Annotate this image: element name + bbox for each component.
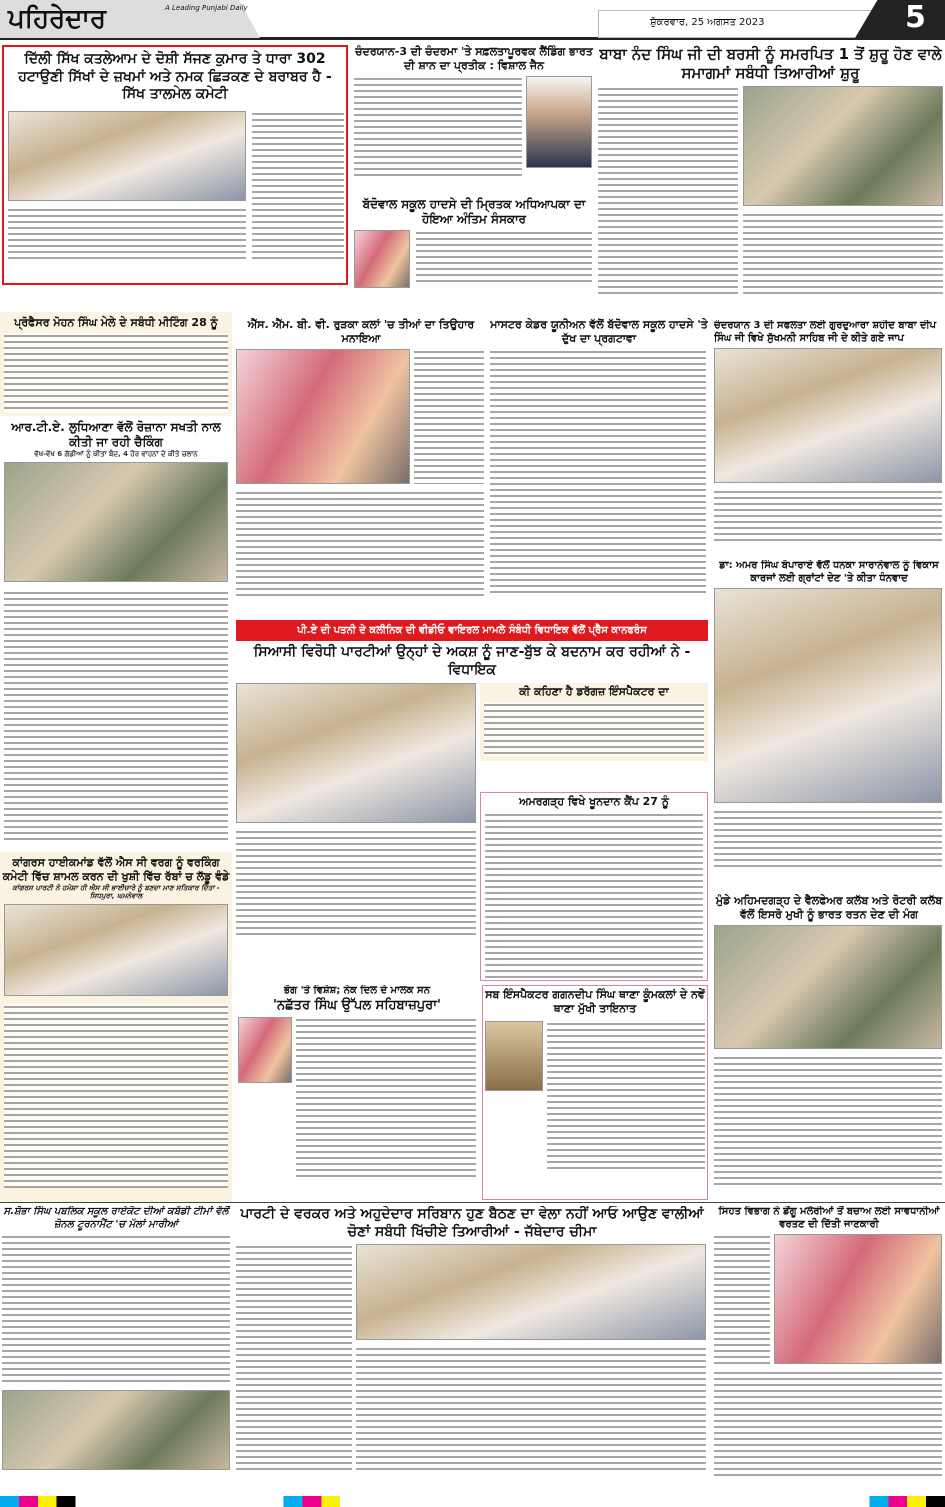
headline: ਮਾਸਟਰ ਕੇਡਰ ਯੂਨੀਅਨ ਵੱਲੋਂ ਬੱਦੋਵਾਲ ਸਕੂਲ ਹਾਦਸੇ 'ਤੇ ਦੁੱਖ ਦਾ ਪ੍ਰਗਟਾਵਾ [490,318,708,345]
photo-health-dept [774,1234,942,1364]
photo-ahmedgarh [714,925,942,1049]
photo-press-conference [236,683,476,823]
article-ahmedgarh-club [714,894,944,1200]
headline: ਐੱਸ. ਐੱਮ. ਬੀ. ਵੀ. ਰੁੜਕਾ ਕਲਾਂ 'ਚ ਤੀਆਂ ਦਾ ਤਿਉਹਾਰ ਮਨਾਇਆ [247,318,475,345]
box-drug-inspector [480,683,708,761]
page-number: 5 [905,0,926,35]
headline: ਪ੍ਰੋਫੈਸਰ ਮੋਹਨ ਸਿੰਘ ਮੇਲੇ ਦੇ ਸਬੰਧੀ ਮੀਟਿੰਗ 28 ਨੂੰ [14,316,218,329]
headline: ਦਿੱਲੀ ਸਿੱਖ ਕਤਲੇਆਮ ਦੇ ਦੋਸ਼ੀ ਸੱਜਣ ਕੁਮਾਰ ਤੇ ਧਾਰਾ 302 ਹਟਾਉਣੀ ਸਿੱਖਾਂ ਦੇ ਜ਼ਖਮਾਂ ਅਤੇ ਨਮਕ ਛਿੜਕਣ ਦੇ ਬਰਾਬਰ ਹੈ - ਸਿੱਖ ਤਾਲਮੇਲ ਕਮੇਟੀ [18,51,332,102]
banner-press-conference: ਪੀ.ਏ ਦੀ ਪਤਨੀ ਦੇ ਕਲੀਨਿਕ ਦੀ ਵੀਡੀਓ ਵਾਇਰਲ ਮਾਮਲੇ ਸੰਬੰਧੀ ਵਿਧਾਇਕ ਵੱਲੋਂ ਪ੍ਰੈੱਸ ਕਾਨਫਰੰਸ [236,620,708,641]
photo-nachhattar-singh [238,1017,292,1083]
headline: ਚੰਦਰਯਾਨ 3 ਦੀ ਸਫਲਤਾ ਲਈ ਗੁਰਦੁਆਰਾ ਸ਼ਹੀਦ ਬਾਬਾ ਦੀਪ ਸਿੰਘ ਜੀ ਵਿਖੇ ਸੁੱਖਮਨੀ ਸਾਹਿਬ ਜੀ ਦੇ ਕੀਤੇ ਗਏ ਜਾਪ [714,320,937,344]
masthead [0,0,945,40]
article-congress [0,852,232,1202]
article-bhog-nachhattar-singh [236,985,478,1200]
photo-gurdwara [714,348,942,483]
headline: ਚੰਦਰਯਾਨ-3 ਦੀ ਚੰਦਰਮਾ 'ਤੇ ਸਫ਼ਲਤਾਪੂਰਵਕ ਲੈਂਡਿੰਗ ਭਾਰਤ ਦੀ ਸ਼ਾਨ ਦਾ ਪ੍ਰਤੀਕ : ਵਿਸ਼ਾਲ ਜੈਨ [355,45,593,72]
photo-party-workers [356,1244,706,1340]
article-sajjan-kumar [2,45,348,285]
headline: ਕੀ ਕਹਿਣਾ ਹੈ ਡਰੱਗਜ਼ ਇੰਸਪੈਕਟਰ ਦਾ [519,685,669,698]
article-dr-amar-singh [714,560,944,890]
tagline: A Leading Punjabi Daily [165,4,248,12]
headline-name: 'ਨਛੱਤਰ ਸਿੰਘ ਉੱਪਲ ਸਹਿਬਾਜ਼ਪੁਰਾ' [273,997,441,1013]
photo-vishal-jain [526,76,592,168]
issue-date: ਸ਼ੁੱਕਰਵਾਰ, 25 ਅਗਸਤ 2023 [650,17,765,28]
headline: ਪਾਰਟੀ ਦੇ ਵਰਕਰ ਅਤੇ ਅਹੁਦੇਦਾਰ ਸਰਿਬਾਨ ਹੁਣ ਬੈਠਣ ਦਾ ਵੇਲਾ ਨਹੀਂ ਆਓ ਆਉਣ ਵਾਲੀਆਂ ਚੋਣਾਂ ਸਬੰਧੀ ਖਿੱਚੀਏ ਤਿਆਰੀਆਂ - ਜੱਥੇਦਾਰ ਚੀਮਾ [240,1206,704,1240]
article-chandrayaan-vishal-jain [354,45,594,195]
article-gurdwara-chandrayaan [714,320,944,555]
article-sobha-singh-school [0,1206,232,1494]
headline: ਸਿਹਤ ਵਿਭਾਗ ਨੇ ਡੇਂਗੂ ਮਲੇਰੀਆਂ ਤੋਂ ਬਚਾਅ ਲਈ ਸਾਵਧਾਨੀਆਂ ਵਰਤਣ ਦੀ ਦਿੱਤੀ ਜਾਣਕਾਰੀ [718,1206,940,1230]
print-registration-strip [0,1496,945,1507]
photo-kabaddi-team [2,1390,230,1470]
photo-congress-workers [4,904,228,996]
subheadline: ਕਾਂਗਰਸ ਪਾਰਟੀ ਨੇ ਹਮੇਸ਼ਾ ਹੀ ਐਸ ਸੀ ਭਾਈਚਾਰੇ ਨੂੰ ਬਣਦਾ ਮਾਣ ਸਤਿਕਾਰ ਦਿੱਤਾ - ਸਿਧਪੁਰਾ, ਘਮਨੇਵਾਲ [12,883,220,901]
headline-siasi: ਸਿਆਸੀ ਵਿਰੋਧੀ ਪਾਰਟੀਆਂ ਉਨ੍ਹਾਂ ਦੇ ਅਕਸ਼ ਨੂੰ ਜਾਣ-ਬੁੱਝ ਕੇ ਬਦਨਾਮ ਕਰ ਰਹੀਆਂ ਨੇ - ਵਿਧਾਇਕ [253,644,691,678]
article-baddowal-teacher [354,197,594,297]
article-sehat-vibhag [714,1206,944,1494]
article-jathedar-cheema [236,1206,708,1494]
article-amargarh-blood-camp [480,792,708,981]
headline: ਆਰ.ਟੀ.ਏ. ਲੁਧਿਆਣਾ ਵੱਲੋਂ ਰੋਜ਼ਾਨਾ ਸਖਤੀ ਨਾਲ ਕੀਤੀ ਜਾ ਰਹੀ ਚੈਕਿੰਗ [11,420,221,449]
photo-committee [8,111,246,201]
newspaper-logo: ਪਹਿਰੇਦਾਰ [8,4,106,34]
headline: ਬੱਦੋਵਾਲ ਸਕੂਲ ਹਾਦਸੇ ਦੀ ਮ੍ਰਿਤਕ ਅਧਿਆਪਕਾ ਦਾ ਹੋਇਆ ਅੰਤਿਮ ਸੰਸਕਾਰ [362,197,586,226]
article-sub-inspector [482,985,708,1200]
headline: ਸਬ ਇੰਸਪੈਕਟਰ ਗਗਨਦੀਪ ਸਿੰਘ ਥਾਣਾ ਕੂੰਮਕਲਾਂ ਦੇ ਨਵੇਂ ਥਾਣਾ ਮੁੱਖੀ ਤਾਇਨਾਤ [485,988,705,1015]
article-baba-nand-singh [598,45,943,315]
photo-sub-inspector [485,1021,543,1091]
headline: ਅਮਰਗੜ੍ਹ ਵਿਖੇ ਖੂਨਦਾਨ ਕੈਂਪ 27 ਨੂੰ [519,795,669,808]
headline: ਮੁੰਡੇ ਅਹਿਮਦਗੜ੍ਹ ਦੇ ਵੈਲਫੇਅਰ ਕਲੱਬ ਅਤੇ ਰੋਟਰੀ ਕਲੱਬ ਵੱਲੋਂ ਇਸਰੋ ਮੁਖੀ ਨੂੰ ਭਾਰਤ ਰਤਨ ਦੇਣ ਦੀ ਮੰਗ [715,894,943,921]
subheadline: ਵੱਖ-ਵੱਖ 6 ਗੱਡੀਆਂ ਨੂੰ ਕੀਤਾ ਬੰਦ, 4 ਹੋਰ ਵਾਹਨਾਂ ਦੇ ਕੀਤੇ ਚਲਾਨ [34,450,198,458]
headline: ਕਾਂਗਰਸ ਹਾਈਕਮਾਂਡ ਵੱਲੋਂ ਐਸ ਸੀ ਵਰਗ ਨੂੰ ਵਰਕਿੰਗ ਕਮੇਟੀ ਵਿੱਚ ਸ਼ਾਮਲ ਕਰਨ ਦੀ ਖੁਸ਼ੀ ਵਿੱਚ ਰੱਬਾਂ ਚ ਲੱਡੂ ਵੰਡੇ [2,856,230,883]
article-rta-ludhiana [0,420,232,850]
headline: ਸ.ਸ਼ੋਭਾ ਸਿੰਘ ਪਬਲਿਕ ਸਕੂਲ ਰਾਏਕੋਟ ਦੀਆਂ ਕਬੱਡੀ ਟੀਮਾਂ ਵੱਲੋਂ ਜ਼ੋਨਲ ਟੂਰਨਾਮੈਂਟ 'ਚ ਮੱਲਾਂ ਮਾਰੀਆਂ [3,1206,229,1230]
photo-teacher [354,230,410,288]
photo-teeyan-festival [236,349,410,484]
headline: ਭੋਗ 'ਤੇ ਵਿਸ਼ੇਸ਼; ਨੇਕ ਦਿਲ ਦੇ ਮਾਲਕ ਸਨ [284,985,430,996]
article-master-cadre [490,318,708,608]
photo-rta-checking [4,462,228,582]
article-professor-mohan-singh [0,312,232,416]
headline: ਡਾ: ਅਮਰ ਸਿੰਘ ਬੋਪਾਰਾਏ ਵੱਲੋਂ ਧਨਕਾ ਸਾਰਾਨੇਵਾਲ ਨੂੰ ਵਿਕਾਸ ਕਾਰਜਾਂ ਲਈ ਗ੍ਰਾਂਟਾਂ ਦੇਣ 'ਤੇ ਕੀਤਾ ਧੰਨਵਾਦ [719,560,939,584]
photo-baba-nand-singh [743,86,943,206]
photo-dr-amar-singh [714,588,942,803]
headline: ਬਾਬਾ ਨੰਦ ਸਿੰਘ ਜੀ ਦੀ ਬਰਸੀ ਨੂੰ ਸਮਰਪਿਤ 1 ਤੋਂ ਸ਼ੁਰੂ ਹੋਣ ਵਾਲੇ ਸਮਾਗਮਾਂ ਸਬੰਧੀ ਤਿਆਰੀਆਂ ਸ਼ੁਰੂ [599,45,942,82]
article-smbv-rurka [236,318,486,608]
